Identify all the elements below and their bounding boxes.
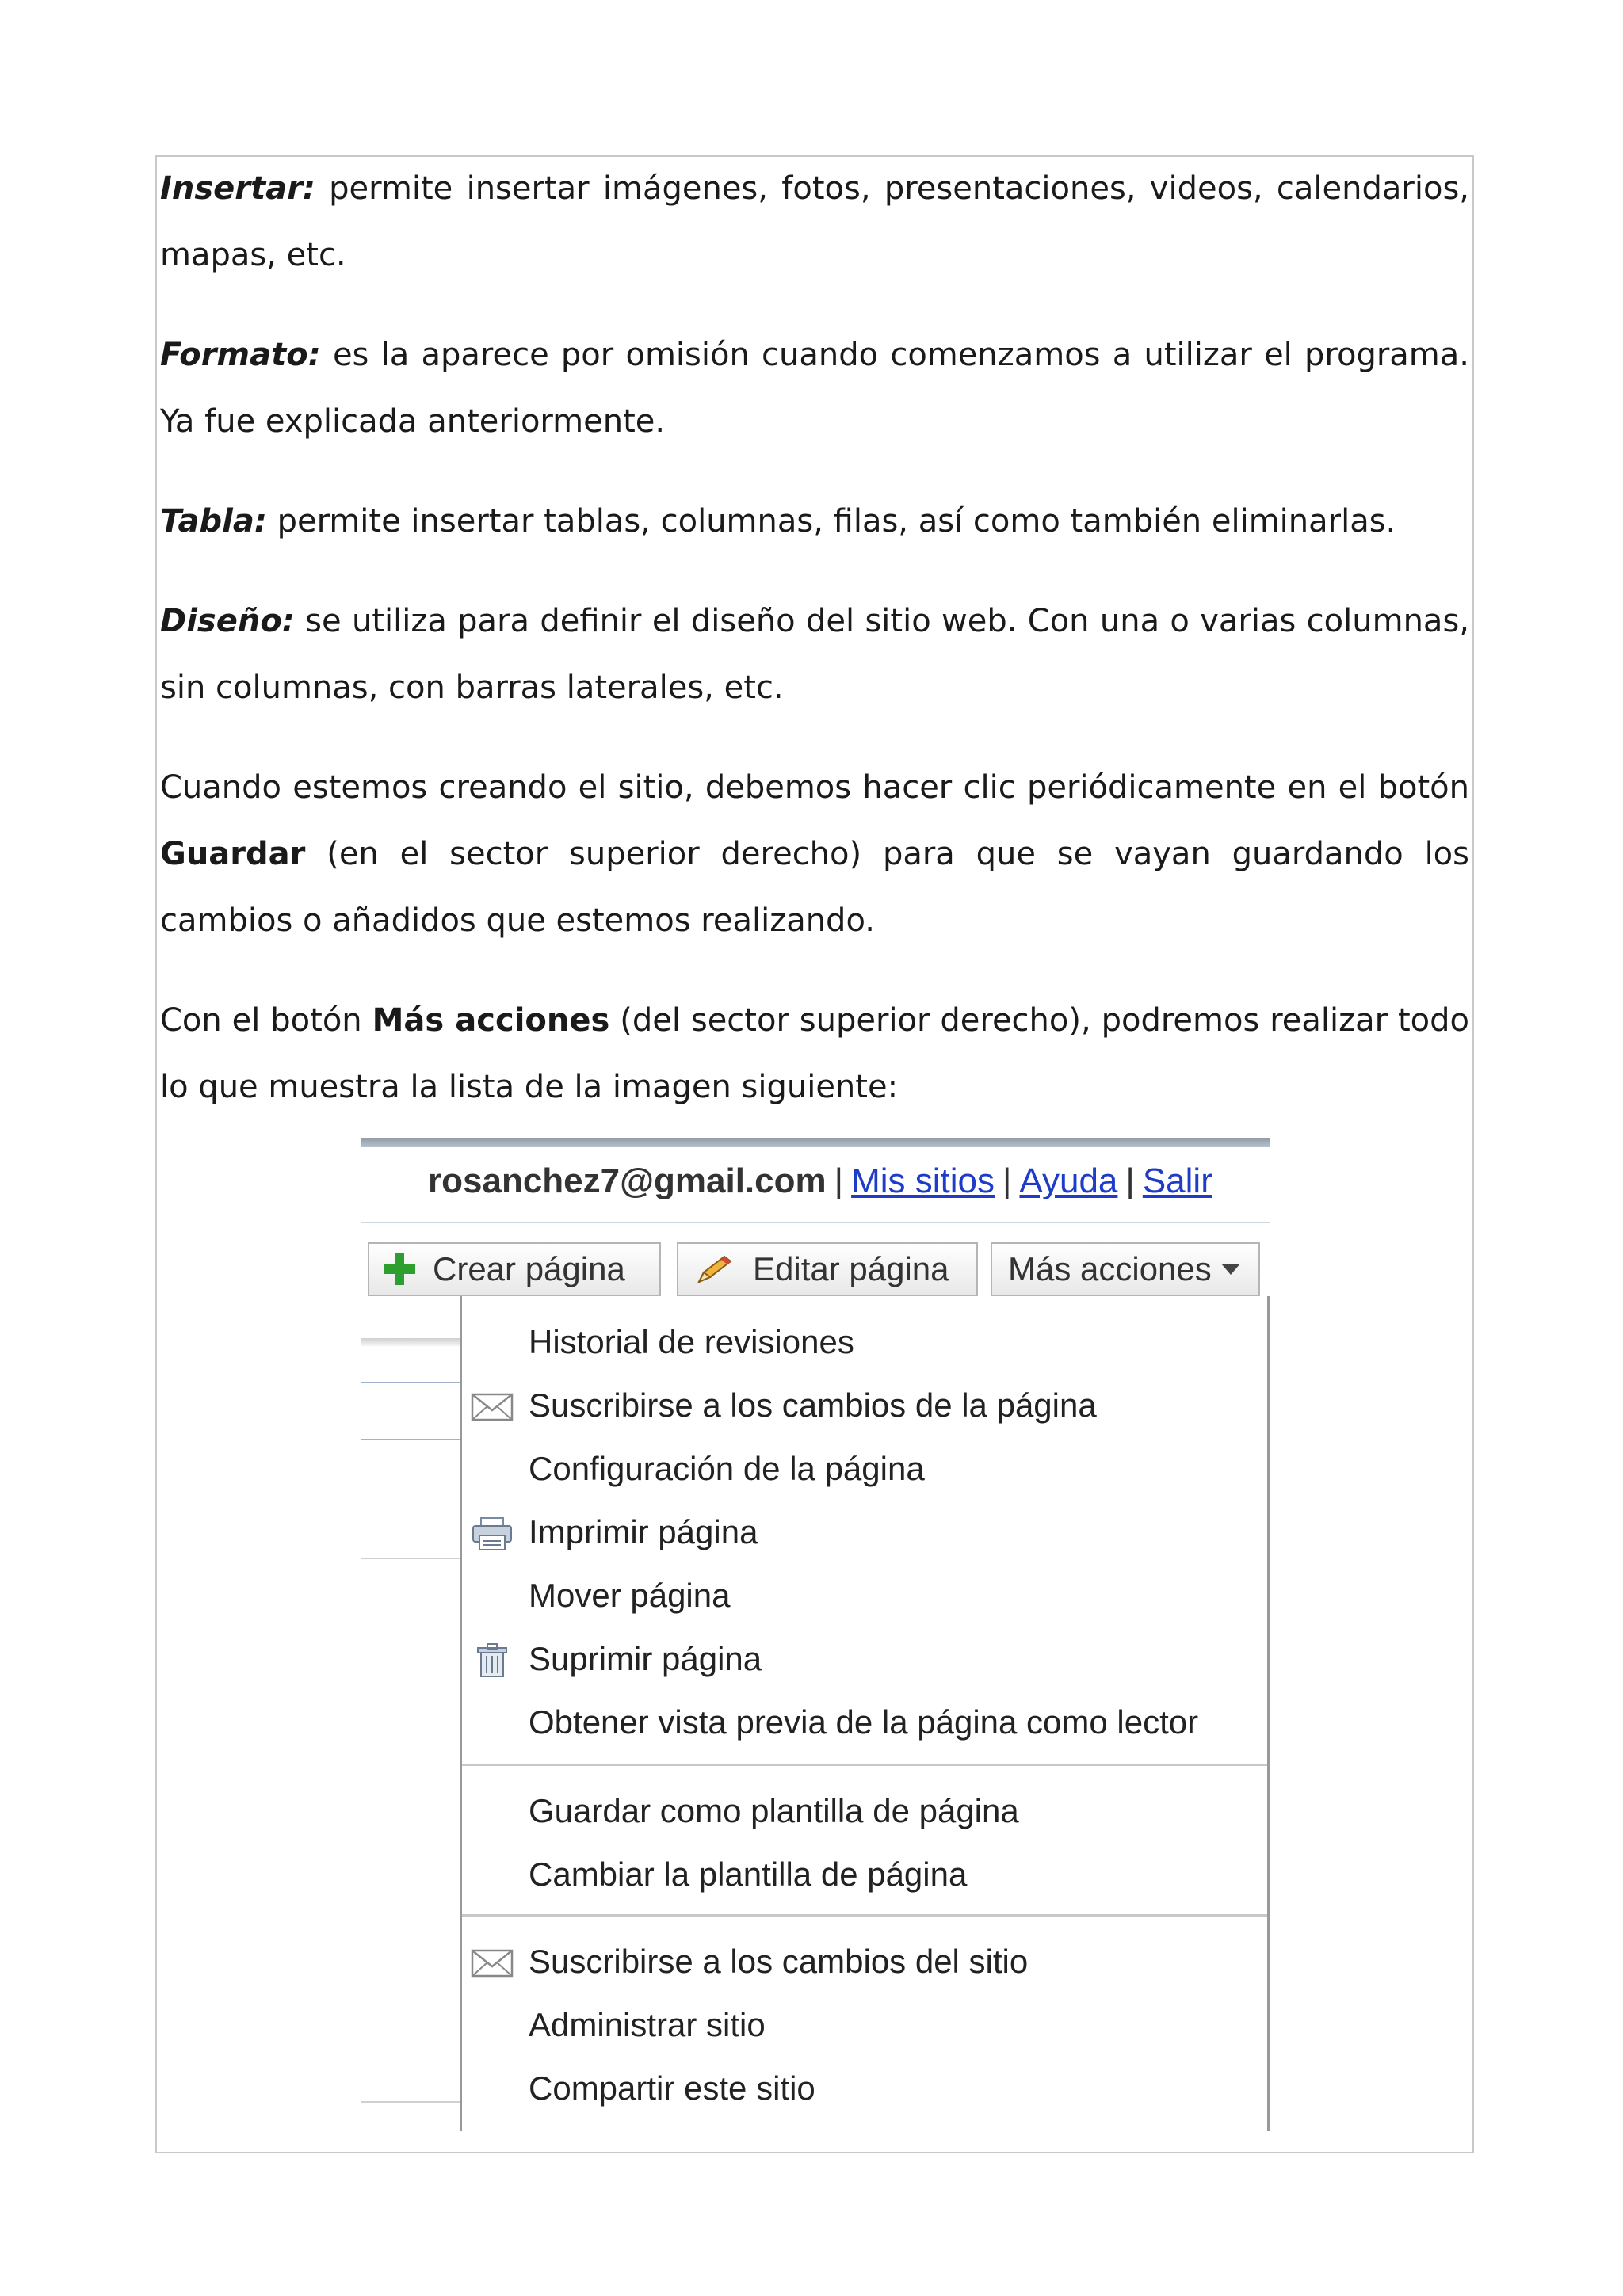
paragraph-formato: Formato: es la aparece por omisión cuando comenzamos a utilizar el programa. Ya fue explicada anteriormente. bbox=[160, 337, 1469, 440]
divider bbox=[361, 1222, 1270, 1223]
menu-item-mover[interactable]: Mover página bbox=[529, 1577, 731, 1614]
menu-item-vista-previa[interactable]: Obtener vista previa de la página como lector bbox=[529, 1703, 1199, 1741]
page-shadow bbox=[361, 1338, 461, 1346]
paragraph-tabla: Tabla: permite insertar tablas, columnas, filas, así como también eliminarlas. bbox=[160, 503, 1396, 540]
menu-separator bbox=[462, 1764, 1267, 1766]
link-mis-sitios[interactable]: Mis sitios bbox=[851, 1161, 995, 1200]
envelope-icon bbox=[470, 1390, 514, 1425]
user-email: rosanchez7@gmail.com bbox=[428, 1161, 827, 1200]
chevron-down-icon bbox=[1221, 1264, 1240, 1275]
menu-item-suscribirse-sitio[interactable]: Suscribirse a los cambios del sitio bbox=[462, 1932, 1267, 1995]
menu-separator bbox=[462, 1914, 1267, 1917]
pencil-icon bbox=[693, 1253, 735, 1285]
paragraph-diseno: Diseño: se utiliza para definir el diseño del sitio web. Con una o varias columnas, sin columnas, con barras laterales, etc. bbox=[160, 603, 1469, 706]
menu-item-cambiar-plantilla[interactable]: Cambiar la plantilla de página bbox=[529, 1855, 968, 1893]
crear-pagina-button[interactable]: Crear página bbox=[368, 1242, 661, 1296]
page-line bbox=[361, 2101, 461, 2103]
paragraph-insertar: Insertar: permite insertar imágenes, fotos, presentaciones, videos, calendarios, mapas, etc. bbox=[160, 170, 1469, 273]
plus-icon bbox=[384, 1253, 415, 1285]
menu-item-imprimir[interactable]: Imprimir página bbox=[462, 1502, 1267, 1566]
menu-item-guardar-plantilla[interactable]: Guardar como plantilla de página bbox=[529, 1792, 1019, 1829]
paragraph-mas-acciones: Con el botón Más acciones (del sector superior derecho), podremos realizar todo lo que muestra la lista de la imagen siguiente: bbox=[160, 1002, 1470, 1105]
menu-item-historial[interactable]: Historial de revisiones bbox=[529, 1323, 854, 1360]
top-bar bbox=[361, 1138, 1270, 1147]
link-ayuda[interactable]: Ayuda bbox=[1019, 1161, 1118, 1200]
paragraph-guardar: Cuando estemos creando el sitio, debemos hacer clic periódicamente en el botón Guardar (en el sector superior derecho) para que se vayan guardando los cambios o añadidos que estemos realizando. bbox=[160, 769, 1469, 939]
document-body bbox=[160, 155, 1469, 1154]
sites-screenshot bbox=[361, 1138, 1270, 2131]
editar-pagina-button[interactable]: Editar página bbox=[677, 1242, 978, 1296]
menu-item-administrar[interactable]: Administrar sitio bbox=[529, 2006, 766, 2043]
menu-item-suprimir[interactable]: Suprimir página bbox=[462, 1629, 1267, 1692]
page-line bbox=[361, 1558, 461, 1559]
mas-acciones-menu bbox=[460, 1296, 1270, 2131]
envelope-icon bbox=[470, 1946, 514, 1981]
menu-item-suscribirse-pagina[interactable]: Suscribirse a los cambios de la página bbox=[462, 1375, 1267, 1439]
user-bar: rosanchez7@gmail.com | Mis sitios | Ayuda | Salir bbox=[428, 1161, 1212, 1200]
page-line bbox=[361, 1439, 461, 1440]
link-salir[interactable]: Salir bbox=[1142, 1161, 1212, 1200]
printer-icon bbox=[470, 1516, 514, 1551]
mas-acciones-button[interactable]: Más acciones bbox=[991, 1242, 1260, 1296]
menu-item-compartir[interactable]: Compartir este sitio bbox=[529, 2069, 815, 2107]
page-line bbox=[361, 1382, 461, 1383]
menu-item-configuracion[interactable]: Configuración de la página bbox=[529, 1450, 925, 1487]
trash-icon bbox=[470, 1643, 514, 1678]
